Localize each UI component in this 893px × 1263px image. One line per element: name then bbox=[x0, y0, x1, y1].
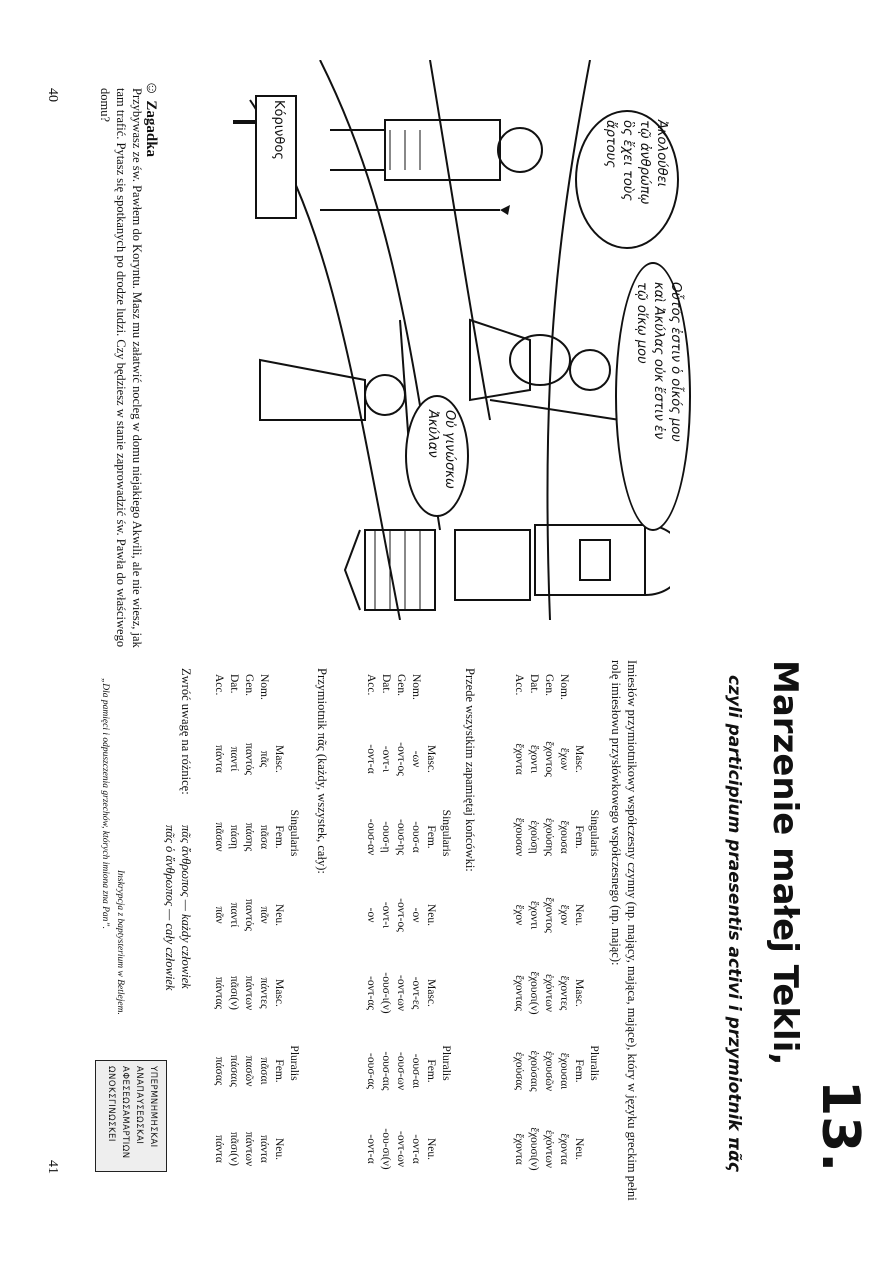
table-cell: πάσαις bbox=[228, 1055, 241, 1087]
page-number-left: 40 bbox=[45, 88, 60, 102]
note-line-2: πᾶς ὁ ἄνθρωπος — cały człowiek bbox=[163, 825, 177, 991]
table-row bbox=[394, 668, 409, 1188]
table-cell: ἐχούσαις bbox=[528, 1050, 541, 1092]
old-man-figure bbox=[260, 320, 410, 460]
table-pas bbox=[212, 668, 300, 1188]
table-row bbox=[527, 668, 542, 1188]
table-cell: πάντων bbox=[243, 975, 256, 1011]
table-header-row bbox=[272, 668, 287, 1188]
column-header: Masc. bbox=[573, 979, 586, 1007]
table-cell: ἔχοντος bbox=[543, 741, 556, 777]
speech-bubble-merchant-text: Οὗτός ἐστιν ὁ οἶκός μου καὶ Ἀκύλας οὐκ ἔστιν ἐν τῷ οἴκῳ μου bbox=[634, 282, 683, 442]
case-label: Dat. bbox=[380, 674, 393, 694]
table-cell: -ουσ-ης bbox=[395, 819, 408, 855]
table-cell: -οντ-ες bbox=[410, 976, 423, 1010]
table-cell: ἐχόντων bbox=[543, 973, 556, 1013]
table-cell: ἔχοντα bbox=[513, 743, 526, 775]
table-cell: -οντ-ων bbox=[395, 1131, 408, 1167]
table-row bbox=[212, 668, 227, 1188]
table-cell: ἔχουσαι bbox=[558, 1052, 571, 1090]
note-label: Zwróć uwagę na różnicę: bbox=[179, 668, 193, 795]
group-pluralis: Pluralis bbox=[288, 1045, 300, 1081]
column-header: Neu. bbox=[425, 903, 438, 927]
table-cell: παντί bbox=[228, 902, 241, 928]
table-row bbox=[227, 668, 242, 1188]
table-cell: -οντ-ος bbox=[395, 898, 408, 932]
column-header: Fem. bbox=[573, 825, 586, 849]
endings-label: Przede wszystkim zapamiętaj końcówki: bbox=[463, 668, 477, 872]
table-cell: πάντας bbox=[213, 976, 226, 1010]
table-cell: -ων bbox=[410, 750, 423, 768]
column-header bbox=[572, 668, 587, 720]
lesson-title: Marzenie małej Tekli, bbox=[765, 660, 805, 1066]
table-cell: -οντ-ων bbox=[395, 975, 408, 1011]
case-label: Dat. bbox=[228, 674, 241, 694]
table-cell: -ουσ-αις bbox=[380, 1051, 393, 1091]
table-row bbox=[557, 668, 572, 1188]
table-cell: -ουσ-ῃ bbox=[380, 821, 393, 853]
case-label: Dat. bbox=[528, 674, 541, 694]
riddle-text: Przybywasz ze św. Pawłem do Koryntu. Masz mu załatwić nocleg w domu niejakiego Akwili, ale nie wiesz, jak tam trafić. Pytasz się spotkanych po drodze ludzi. Czy będziesz w stanie zaprowadzić św. Pawła do właściwego domu? bbox=[98, 88, 144, 648]
column-header: Masc. bbox=[273, 745, 286, 773]
table-cell: πασῶν bbox=[243, 1055, 256, 1087]
inscription-caption-2: „Dla pamięci i odpuszczenia grzechów, których imiona zna Pan”. bbox=[100, 678, 110, 930]
table-row bbox=[542, 668, 557, 1188]
column-header bbox=[424, 668, 439, 720]
table-cell: -ουσ-ι(ν) bbox=[380, 972, 393, 1014]
table-row bbox=[257, 668, 272, 1188]
table-cell: ἔχοντι bbox=[528, 744, 541, 774]
lesson-number: 13. bbox=[810, 1080, 870, 1173]
group-singularis: Singularis bbox=[440, 809, 452, 857]
case-label: Acc. bbox=[365, 674, 378, 696]
column-header: Neu. bbox=[573, 903, 586, 927]
column-header: Fem. bbox=[425, 825, 438, 849]
case-label: Gen. bbox=[243, 674, 256, 697]
case-label: Gen. bbox=[543, 674, 556, 697]
table-cell: παντός bbox=[243, 899, 256, 931]
merchant-figure bbox=[470, 320, 620, 420]
table-cell: -οντ-α bbox=[365, 744, 378, 774]
inscription-caption-1: Inskrypcja z baptysterium w Betlejem. bbox=[115, 870, 125, 1015]
table-cell: πάντες bbox=[258, 977, 271, 1009]
table-cell: πάσας bbox=[213, 1056, 226, 1086]
houses bbox=[345, 525, 670, 610]
table-cell: ἔχουσι(ν) bbox=[528, 1127, 541, 1171]
table-cell: ἐχόντων bbox=[543, 1129, 556, 1169]
group-singularis: Singularis bbox=[288, 809, 300, 857]
note-line-1: πᾶς ἄνθρωπος — każdy człowiek bbox=[179, 825, 193, 989]
table-cell: ἔχοντα bbox=[513, 1133, 526, 1165]
case-label: Nom. bbox=[410, 674, 423, 700]
table-cell: ἔχουσαν bbox=[513, 817, 526, 857]
table-cell: πάντων bbox=[243, 1131, 256, 1167]
table-cell: -ουσ-ων bbox=[395, 1051, 408, 1091]
column-header: Fem. bbox=[573, 1059, 586, 1083]
speech-bubble-soldier-text: Ἀκολούθει τῷ ἀνθρώπῳ ὃς ἔχει τοὺς ἄρτους bbox=[603, 120, 669, 205]
table-cell: ἔχον bbox=[558, 904, 571, 926]
table-cell: -ον bbox=[410, 907, 423, 923]
table-cell: ἐχούσης bbox=[543, 818, 556, 856]
table-row bbox=[242, 668, 257, 1188]
table-cell: -οντ-ι bbox=[380, 745, 393, 773]
table-cell: -οντ-ας bbox=[365, 976, 378, 1010]
table-row bbox=[512, 668, 527, 1188]
table-cell: ἐχούσας bbox=[513, 1052, 526, 1090]
table-cell: ἔχοντες bbox=[558, 975, 571, 1011]
table-cell: ἐχουσῶν bbox=[543, 1050, 556, 1092]
case-label: Acc. bbox=[213, 674, 226, 696]
table-cell: -οντ-α bbox=[365, 1134, 378, 1164]
table-cell: πᾶν bbox=[213, 906, 226, 924]
column-header: Fem. bbox=[273, 825, 286, 849]
column-header: Neu. bbox=[425, 1137, 438, 1161]
column-header: Masc. bbox=[425, 979, 438, 1007]
table-header-row bbox=[424, 668, 439, 1188]
table-header-row bbox=[572, 668, 587, 1188]
table-cell: πᾶσα bbox=[258, 824, 271, 850]
table-cell: -οντ-α bbox=[410, 1134, 423, 1164]
column-header: Masc. bbox=[273, 979, 286, 1007]
column-header: Neu. bbox=[273, 903, 286, 927]
table-cell: -οντ-ι bbox=[380, 901, 393, 929]
sign-post bbox=[233, 120, 255, 124]
table-cell: -οντ-ος bbox=[395, 742, 408, 776]
table-cell: -ου-σι(ν) bbox=[380, 1128, 393, 1170]
page-number-right: 41 bbox=[45, 1160, 60, 1174]
table-cell: πᾶσαι bbox=[258, 1057, 271, 1085]
table-endings bbox=[364, 668, 452, 1188]
table-cell: ἐχούσῃ bbox=[528, 820, 541, 854]
pas-label: Przymiotnik πᾶς (każdy, wszystek, cały): bbox=[315, 668, 329, 874]
table-cell: παντός bbox=[243, 743, 256, 775]
table-cell: πᾶσι(ν) bbox=[228, 1132, 241, 1166]
column-header: Neu. bbox=[273, 1137, 286, 1161]
table-row bbox=[409, 668, 424, 1188]
table-cell: ἔχοντος bbox=[543, 897, 556, 933]
corinth-sign-label: Κόρινθος bbox=[271, 100, 286, 160]
table-cell: -ουσ-αι bbox=[410, 1053, 423, 1089]
table-cell: παντί bbox=[228, 746, 241, 772]
lesson-subtitle: czyli participium praesentis activi i przymiotnik πᾶς bbox=[724, 675, 744, 1172]
table-cell: πάσῃ bbox=[228, 824, 241, 850]
table-cell: πάντα bbox=[258, 1135, 271, 1163]
case-label: Nom. bbox=[558, 674, 571, 700]
riddle-title: Zagadka bbox=[143, 100, 159, 158]
table-cell: πᾶσαν bbox=[213, 822, 226, 852]
case-label: Acc. bbox=[513, 674, 526, 696]
table-row bbox=[364, 668, 379, 1188]
table-pas-grid bbox=[212, 668, 287, 1188]
column-header: Fem. bbox=[425, 1059, 438, 1083]
table-cell: πᾶς bbox=[258, 750, 271, 768]
table-row bbox=[379, 668, 394, 1188]
table-cell: ἔχων bbox=[558, 747, 571, 771]
table-cell: πάντα bbox=[213, 745, 226, 773]
table-cell: ἔχον bbox=[513, 904, 526, 926]
table-cell: -ουσ-ας bbox=[365, 1053, 378, 1089]
table-cell: πάσης bbox=[243, 822, 256, 852]
column-header: Masc. bbox=[573, 745, 586, 773]
table-participle bbox=[512, 668, 600, 1188]
table-cell: -ουσ-αν bbox=[365, 818, 378, 856]
table-cell: πᾶσι(ν) bbox=[228, 976, 241, 1010]
speech-bubble-oldman-text: Οὐ γινώσκω Ἀκύλαν bbox=[425, 410, 457, 489]
column-header: Masc. bbox=[425, 745, 438, 773]
table-cell: -ουσ-α bbox=[410, 821, 423, 853]
column-header bbox=[272, 668, 287, 720]
smiley-icon: ☺ bbox=[143, 80, 160, 97]
table-cell: ἔχοντι bbox=[528, 900, 541, 930]
column-header: Neu. bbox=[573, 1137, 586, 1161]
inscription-text: ΥΠΕΡΜΝΗΜΗΣΚΑΙ ΑΝΑΠΑΥΣΕΩΣΚΑΙ ΑΦΕΣΕΩΣΑΜΑΡΤΙΩΝ ΩΝΟΚΣΓΙΝΩΣΚΕΙ bbox=[106, 1066, 158, 1159]
group-singularis: Singularis bbox=[588, 809, 600, 857]
table-endings-grid bbox=[364, 668, 439, 1188]
case-label: Nom. bbox=[258, 674, 271, 700]
case-label: Gen. bbox=[395, 674, 408, 697]
column-header: Fem. bbox=[273, 1059, 286, 1083]
group-pluralis: Pluralis bbox=[440, 1045, 452, 1081]
lesson-intro: Imiesłów przymiotnikowy współczesny czynny (np. mający, mająca, mające), który w języku greckim pełni rolę imiesłowu przysłówkowego współczesnego (np. mając): bbox=[609, 660, 639, 1201]
group-pluralis: Pluralis bbox=[588, 1045, 600, 1081]
table-cell: ἔχουσα bbox=[558, 820, 571, 854]
table-cell: πᾶν bbox=[258, 906, 271, 924]
table-cell: ἔχοντας bbox=[513, 975, 526, 1011]
table-cell: ἔχουσι(ν) bbox=[528, 971, 541, 1015]
table-participle-grid bbox=[512, 668, 587, 1188]
table-cell: ἔχοντα bbox=[558, 1133, 571, 1165]
table-cell: πάντα bbox=[213, 1135, 226, 1163]
table-cell: -ον bbox=[365, 907, 378, 923]
